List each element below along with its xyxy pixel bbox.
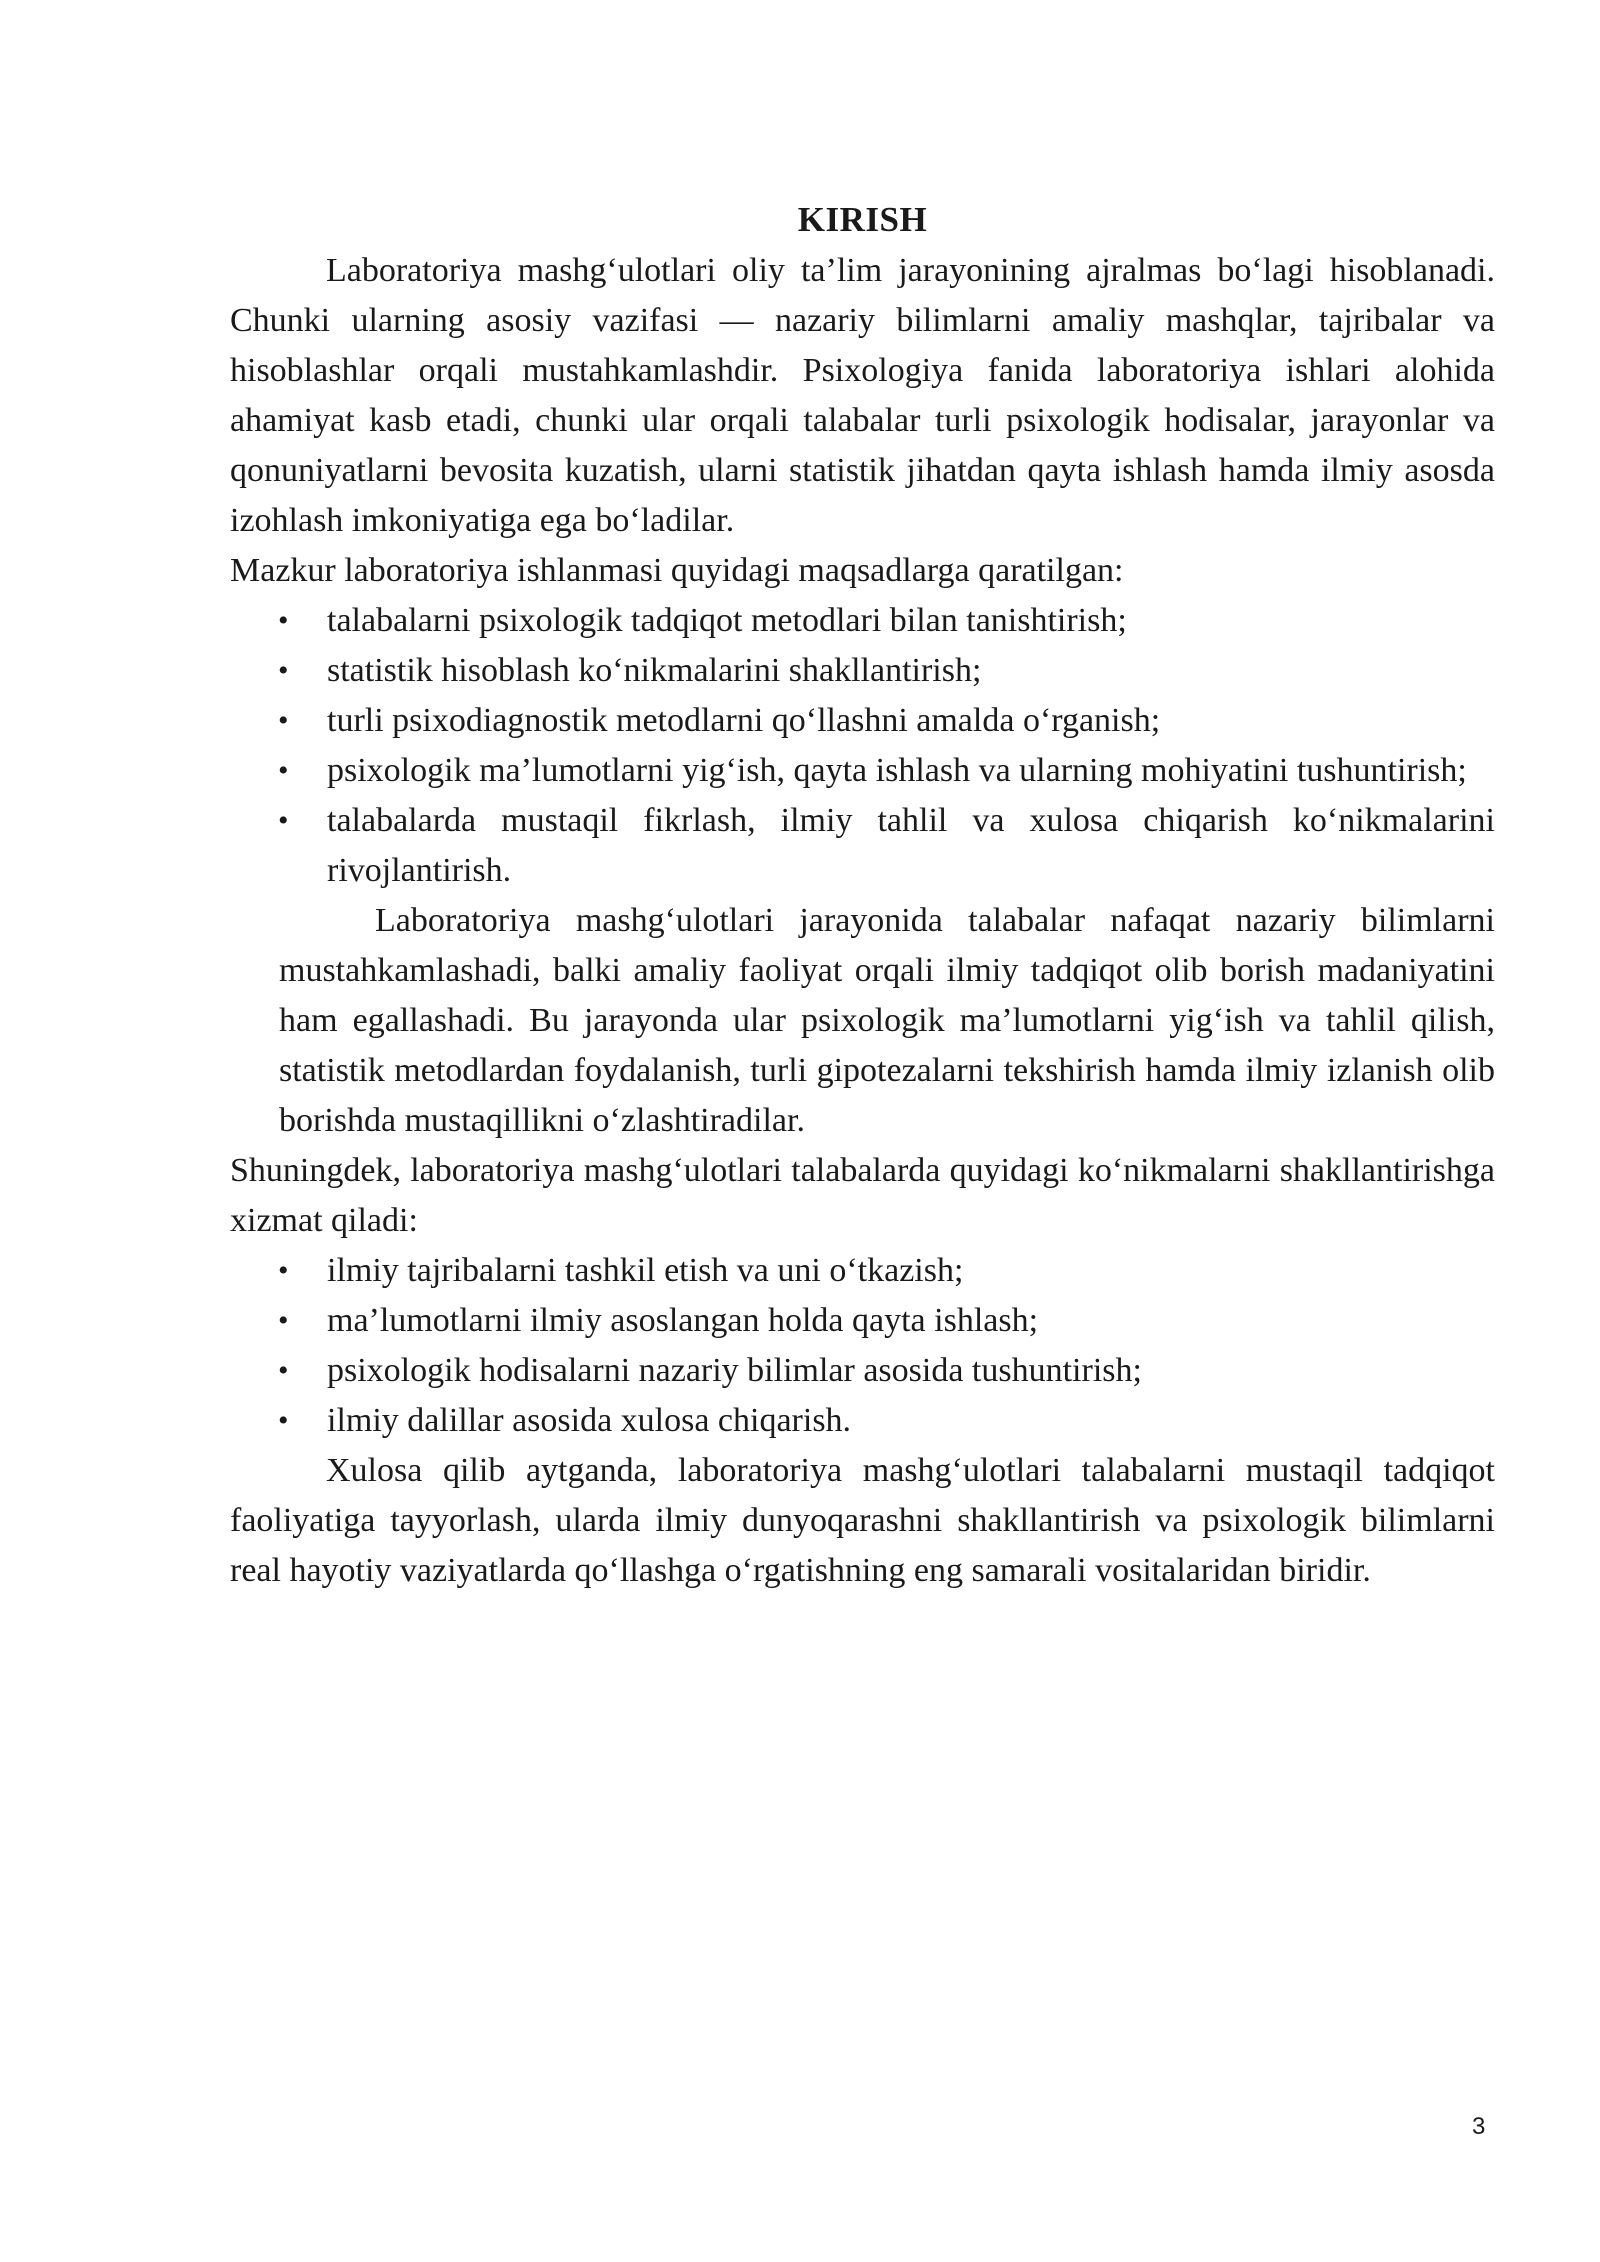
- list-item: • ilmiy tajribalarni tashkil etish va uni o‘tkazish;: [230, 1246, 1495, 1296]
- page-number: 3: [1472, 2113, 1486, 2140]
- list-item: • psixologik ma’lumotlarni yig‘ish, qayta ishlash va ularning mohiyatini tushuntirish;: [230, 746, 1495, 796]
- skills-list: [230, 1246, 1495, 1446]
- list-item: • turli psixodiagnostik metodlarni qo‘llashni amalda o‘rganish;: [230, 696, 1495, 746]
- list-item: • ma’lumotlarni ilmiy asoslangan holda qayta ishlash;: [230, 1296, 1495, 1346]
- skills-lead-paragraph: Shuningdek, laboratoriya mashg‘ulotlari talabalarda quyidagi ko‘nikmalarni shakllantirishga xizmat qiladi:: [230, 1152, 1495, 1239]
- goals-lead-paragraph: Mazkur laboratoriya ishlanmasi quyidagi maqsadlarga qaratilgan:: [230, 552, 1124, 589]
- list-item: • talabalarni psixologik tadqiqot metodlari bilan tanishtirish;: [230, 596, 1495, 646]
- goals-list: [230, 596, 1495, 896]
- list-item: • statistik hisoblash ko‘nikmalarini shakllantirish;: [230, 646, 1495, 696]
- list-item: • ilmiy dalillar asosida xulosa chiqarish.: [230, 1396, 1495, 1446]
- conclusion-paragraph: Xulosa qilib aytganda, laboratoriya mashg‘ulotlari talabalarni mustaqil tadqiqot faoliyatiga tayyorlash, ularda ilmiy dunyoqarashni shakllantirish va psixologik bilimlarni real hayotiy vaziyatlarda qo‘llashga o‘rgatishning eng samarali vositalaridan biridir.: [230, 1452, 1495, 1589]
- list-item: • talabalarda mustaqil fikrlash, ilmiy tahlil va xulosa chiqarish ko‘nikmalarini rivojlantirish.: [230, 796, 1495, 896]
- intro-paragraph: Laboratoriya mashg‘ulotlari oliy ta’lim jarayonining ajralmas bo‘lagi hisoblanadi. Chunki ularning asosiy vazifasi — nazariy bilimlarni amaliy mashqlar, tajribalar va hisoblashlar orqali mustahkamlashdir. Psixologiya fanida laboratoriya ishlari alohida ahamiyat kasb etadi, chunki ular orqali talabalar turli psixologik hodisalar, jarayonlar va qonuniyatlarni bevosita kuzatish, ularni statistik jihatdan qayta ishlash hamda ilmiy asosda izohlash imkoniyatiga ega bo‘ladilar.: [230, 252, 1495, 539]
- page-content: [230, 196, 1495, 1596]
- section-title: KIRISH: [797, 200, 928, 239]
- process-paragraph: Laboratoriya mashg‘ulotlari jarayonida talabalar nafaqat nazariy bilimlarni mustahkamlashadi, balki amaliy faoliyat orqali ilmiy tadqiqot olib borish madaniyatini ham egallashadi. Bu jarayonda ular psixologik ma’lumotlarni yig‘ish va tahlil qilish, statistik metodlardan foydalanish, turli gipotezalarni tekshirish hamda ilmiy izlanish olib borishda mustaqillikni o‘zlashtiradilar.: [279, 902, 1495, 1139]
- list-item: • psixologik hodisalarni nazariy bilimlar asosida tushuntirish;: [230, 1346, 1495, 1396]
